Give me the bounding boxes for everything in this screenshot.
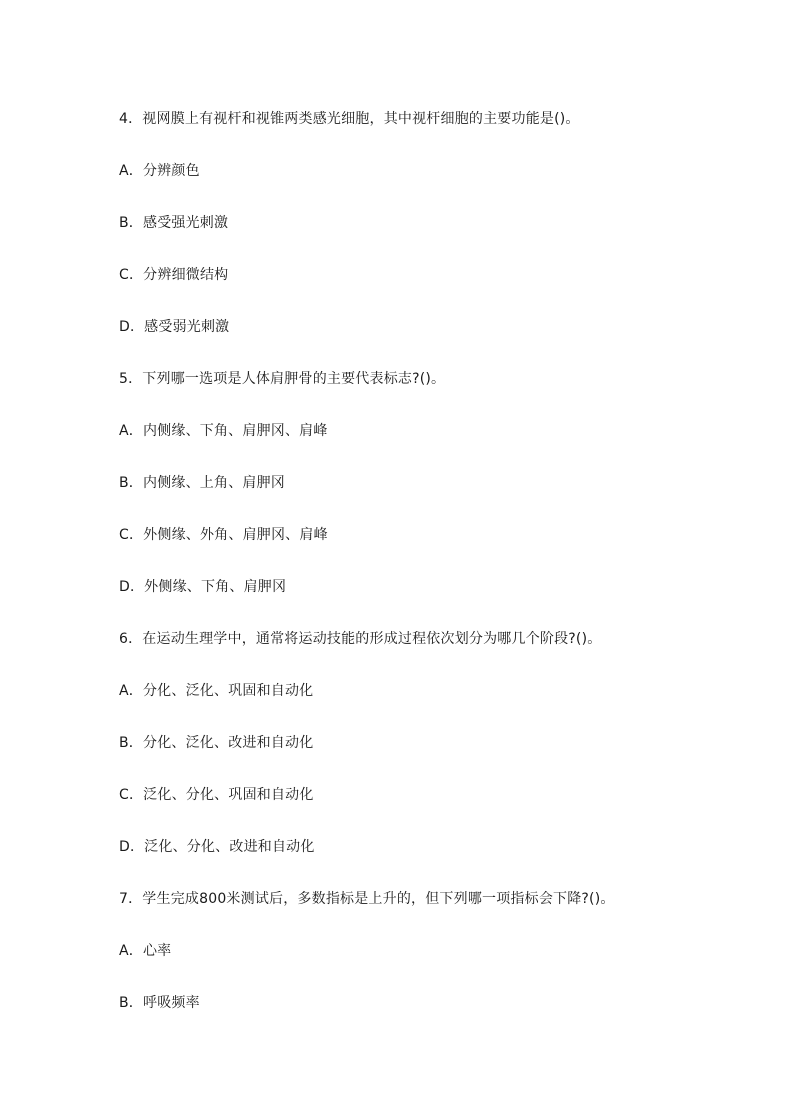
question-6-option-c: C．泛化、分化、巩固和自动化 xyxy=(119,787,314,803)
question-5-option-d: D．外侧缘、下角、肩胛冈 xyxy=(119,579,287,595)
question-4-option-a: A．分辨颜色 xyxy=(119,163,200,179)
question-6-option-d: D．泛化、分化、改进和自动化 xyxy=(119,839,315,855)
question-6-option-b: B．分化、泛化、改进和自动化 xyxy=(119,735,314,751)
question-4-option-c: C．分辨细微结构 xyxy=(119,267,229,283)
question-7-stem: 7．学生完成800米测试后，多数指标是上升的，但下列哪一项指标会下降?()。 xyxy=(119,891,615,907)
question-5-option-b: B．内侧缘、上角、肩胛冈 xyxy=(119,475,286,491)
question-list xyxy=(119,106,719,1042)
question-5-option-a: A．内侧缘、下角、肩胛冈、肩峰 xyxy=(119,423,328,439)
question-4-option-d: D．感受弱光刺激 xyxy=(119,319,230,335)
question-5-stem: 5．下列哪一选项是人体肩胛骨的主要代表标志?()。 xyxy=(119,371,446,387)
question-4-option-b: B．感受强光刺激 xyxy=(119,215,229,231)
question-4-stem: 4．视网膜上有视杆和视锥两类感光细胞，其中视杆细胞的主要功能是()。 xyxy=(119,111,580,127)
question-7-option-b: B．呼吸频率 xyxy=(119,995,200,1011)
question-6-stem: 6．在运动生理学中，通常将运动技能的形成过程依次划分为哪几个阶段?()。 xyxy=(119,631,602,647)
question-6-option-a: A．分化、泛化、巩固和自动化 xyxy=(119,683,314,699)
question-7-option-a: A．心率 xyxy=(119,943,172,959)
question-5-option-c: C．外侧缘、外角、肩胛冈、肩峰 xyxy=(119,527,328,543)
